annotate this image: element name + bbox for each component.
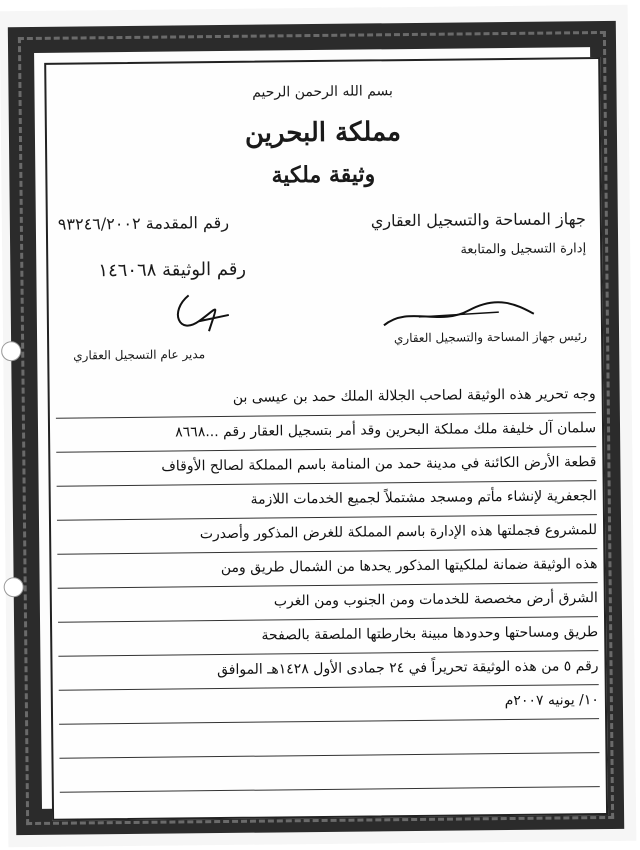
deed-text-line: رقم ٥ من هذه الوثيقة تحريراً في ٢٤ جمادى الأول ١٤٢٨هـ الموافق — [58, 651, 598, 691]
signature-title-president: رئيس جهاز المساحة والتسجيل العقاري — [393, 329, 588, 346]
right-signature — [379, 296, 539, 334]
deed-text-line: هذه الوثيقة ضمانة لملكيتها المذكور يحدها من الشمال طريق ومن — [57, 549, 597, 589]
basmala: بسم الله الرحمن الرحيم — [252, 83, 393, 101]
document-title: وثيقة ملكية — [271, 161, 376, 189]
issuing-department: إدارة التسجيل والمتابعة — [460, 241, 587, 258]
deed-text-line: طريق ومساحتها وحدودها مبينة بخارطتها الملصقة بالصفحة — [58, 617, 598, 657]
deed-text-line — [59, 753, 599, 793]
deed-text-line: الشرق أرض مخصصة للخدمات ومن الجنوب ومن الغرب — [58, 583, 598, 623]
punch-hole — [1, 341, 21, 361]
deed-text-line — [59, 719, 599, 759]
deed-text-line: وجه تحرير هذه الوثيقة لصاحب الجلالة الملك حمد بن عيسى بن — [56, 379, 596, 419]
deed-text-line — [60, 787, 600, 821]
left-signature — [159, 291, 240, 348]
deed-text-line: قطعة الأرض الكائنة في مدينة حمد من المنامة باسم المملكة لصالح الأوقاف — [56, 447, 596, 487]
deed-text-line: سلمان آل خليفة ملك مملكة البحرين وقد أمر بتسجيل العقار رقم ...٨٦٦٨ — [56, 413, 596, 453]
deed-text-line: الجعفرية لإنشاء مأتم ومسجد مشتملاً لجميع الخدمات اللازمة — [57, 481, 597, 521]
deed-text — [56, 379, 601, 821]
deed-number: رقم الوثيقة ١٤٦٠٦٨ — [98, 258, 247, 282]
deed-text-line: ١٠/ يونيه ٢٠٠٧م — [59, 685, 599, 725]
document-sheet — [0, 5, 636, 848]
kingdom-title: مملكة البحرين — [244, 117, 402, 149]
signature-title-director: مدير عام التسجيل العقاري — [73, 347, 206, 363]
document-body — [44, 57, 608, 821]
issuing-agency: جهاز المساحة والتسجيل العقاري — [370, 209, 586, 231]
punch-hole — [4, 577, 24, 597]
deed-text-line: للمشروع فجملتها هذه الإدارة باسم المملكة للغرض المذكور وأصدرت — [57, 515, 597, 555]
application-number: رقم المقدمة ٩٣٢٤٦/٢٠٠٢ — [57, 212, 230, 234]
